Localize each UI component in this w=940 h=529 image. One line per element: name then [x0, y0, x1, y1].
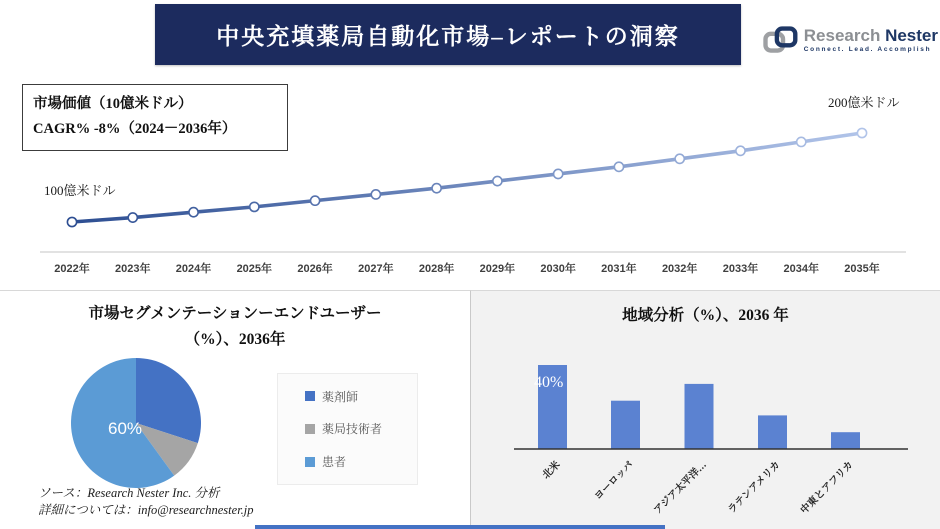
x-axis-tick-label: 2026年	[297, 263, 333, 275]
pie-chart	[68, 355, 204, 491]
legend-swatch	[305, 391, 315, 401]
bar-panel	[470, 290, 940, 529]
x-axis-tick-label: 2025年	[236, 263, 273, 275]
bar-category-label: 中東とアフリカ	[798, 459, 856, 517]
legend-item	[305, 388, 417, 405]
pie-value-label: 60%	[108, 419, 143, 438]
x-axis-tick-label: 2033年	[722, 263, 759, 275]
line-point	[250, 202, 259, 211]
logo-tagline: Connect. Lead. Accomplish	[803, 45, 932, 53]
line-end-value-label: 200億米ドル	[828, 95, 900, 110]
x-axis-tick-label: 2028年	[418, 263, 455, 275]
x-axis-tick-label: 2029年	[479, 263, 516, 275]
legend-item	[305, 420, 417, 437]
bar-category-label: ラテンアメリカ	[726, 459, 783, 516]
x-axis-tick-label: 2030年	[540, 263, 576, 275]
bar-category-label: ヨーロッパ	[592, 459, 636, 503]
x-axis-tick-label: 2035年	[844, 263, 880, 275]
bar	[831, 432, 860, 449]
line-point	[67, 217, 76, 226]
page-title: 中央充填薬局自動化市場–レポートの洞察	[216, 24, 680, 49]
legend-label: 患者	[322, 455, 347, 470]
line-point	[128, 213, 137, 222]
line-point	[675, 154, 684, 163]
logo-brand-nester: Nester	[885, 25, 938, 45]
bar	[611, 401, 640, 449]
x-axis-tick-label: 2034年	[783, 263, 819, 275]
line-point	[310, 196, 319, 205]
bar	[758, 415, 787, 449]
line-point	[189, 208, 198, 217]
pie-legend	[277, 373, 418, 485]
contact-line: 詳細については：info@researchnester.jp	[38, 502, 254, 517]
line-point	[493, 176, 502, 185]
bar-category-label: 北米	[540, 459, 563, 482]
pie-title-line1: 市場セグメンテーションーエンドユーザー	[88, 305, 382, 322]
market-value-line: 市場価値（10億米ドル）	[33, 96, 193, 112]
x-axis-tick-label: 2022年	[54, 263, 90, 275]
x-axis-tick-label: 2023年	[115, 263, 151, 275]
legend-label: 薬剤師	[322, 389, 359, 404]
bottom-accent-line	[255, 525, 665, 529]
line-point	[797, 137, 806, 146]
bar-title: 地域分析（%）、2036 年	[622, 307, 789, 324]
line-point	[614, 162, 623, 171]
pie-title-line2: （%）、2036年	[184, 331, 286, 348]
line-point	[432, 184, 441, 193]
x-axis-tick-label: 2032年	[661, 263, 698, 275]
line-point	[857, 128, 866, 137]
line-point	[371, 190, 380, 199]
legend-swatch	[305, 424, 315, 434]
source-line: ソース：Research Nester Inc. 分析	[38, 486, 220, 500]
legend-swatch	[305, 457, 315, 467]
line-point	[736, 146, 745, 155]
legend-label: 薬局技術者	[322, 422, 383, 437]
pie-panel	[0, 290, 470, 529]
x-axis-tick-label: 2024年	[175, 263, 212, 275]
legend-item	[305, 453, 417, 470]
cagr-line: CAGR% -8%（2024－2036年）	[33, 121, 237, 137]
line-start-value-label: 100億米ドル	[44, 183, 116, 198]
bar-category-label: アジア太平洋…	[652, 459, 710, 517]
logo-brand-research: Research	[803, 25, 881, 45]
bar-value-label: 40%	[534, 374, 564, 391]
x-axis-tick-label: 2027年	[358, 263, 394, 275]
x-axis-tick-label: 2031年	[601, 263, 637, 275]
bar-chart	[471, 291, 940, 529]
bar	[685, 384, 714, 449]
source-note	[38, 485, 254, 519]
line-point	[554, 169, 563, 178]
